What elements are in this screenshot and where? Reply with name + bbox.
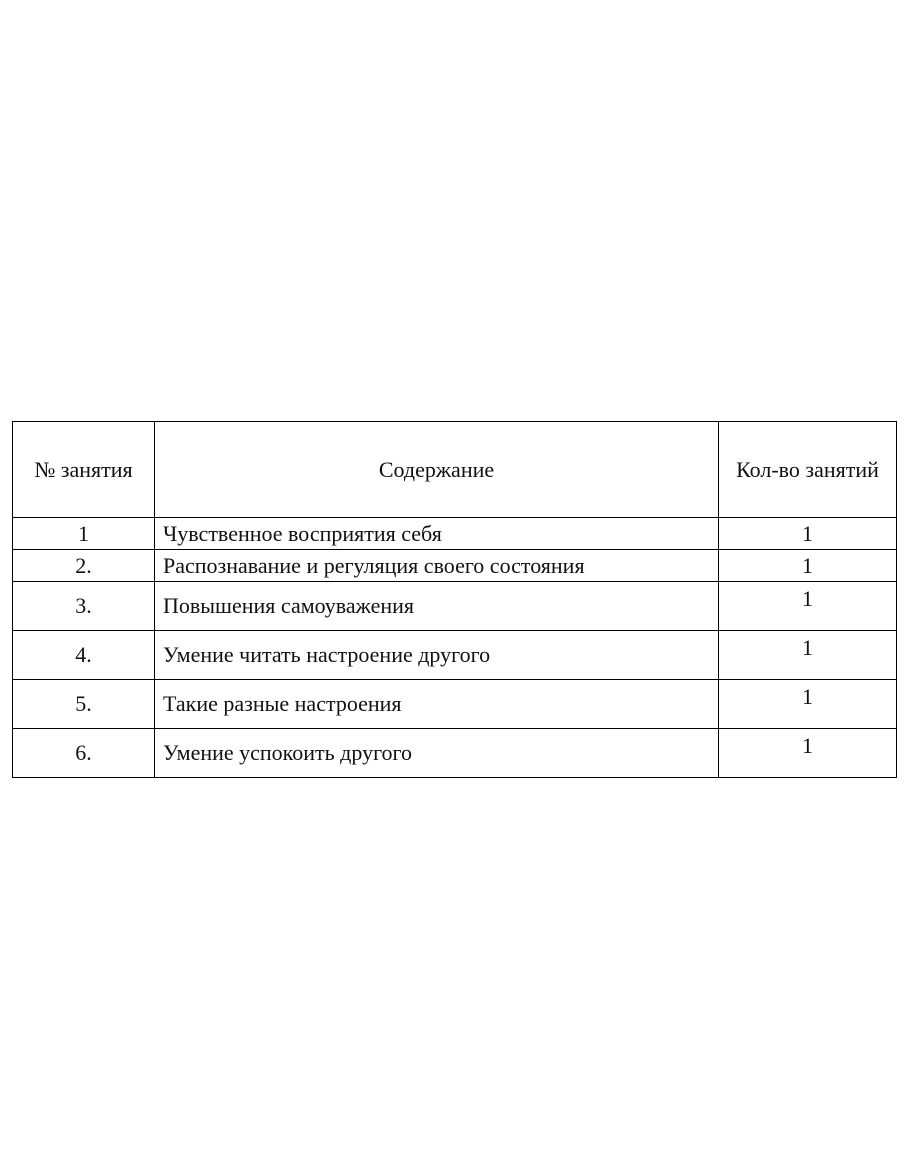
table-row — [13, 729, 897, 778]
row-topic: Распознавание и регуляция своего состояния — [155, 550, 719, 582]
lessons-table — [12, 421, 897, 778]
table-row — [13, 582, 897, 631]
row-topic: Повышения самоуважения — [155, 582, 719, 631]
row-number: 1 — [13, 518, 155, 550]
row-count: 1 — [719, 680, 897, 729]
row-number: 2. — [13, 550, 155, 582]
table-row — [13, 550, 897, 582]
row-number: 3. — [13, 582, 155, 631]
row-count: 1 — [719, 518, 897, 550]
row-count: 1 — [719, 582, 897, 631]
row-count: 1 — [719, 631, 897, 680]
row-count: 1 — [719, 550, 897, 582]
row-number: 5. — [13, 680, 155, 729]
row-count: 1 — [719, 729, 897, 778]
header-content: Содержание — [155, 422, 719, 518]
header-lesson-number: № занятия — [13, 422, 155, 518]
table-row — [13, 631, 897, 680]
row-topic: Такие разные настроения — [155, 680, 719, 729]
table-row — [13, 518, 897, 550]
row-topic: Чувственное восприятия себя — [155, 518, 719, 550]
header-lesson-count: Кол-во занятий — [719, 422, 897, 518]
table-header-row — [13, 422, 897, 518]
row-topic: Умение читать настроение другого — [155, 631, 719, 680]
row-topic: Умение успокоить другого — [155, 729, 719, 778]
row-number: 6. — [13, 729, 155, 778]
table-row — [13, 680, 897, 729]
row-number: 4. — [13, 631, 155, 680]
table-crop — [12, 421, 896, 765]
